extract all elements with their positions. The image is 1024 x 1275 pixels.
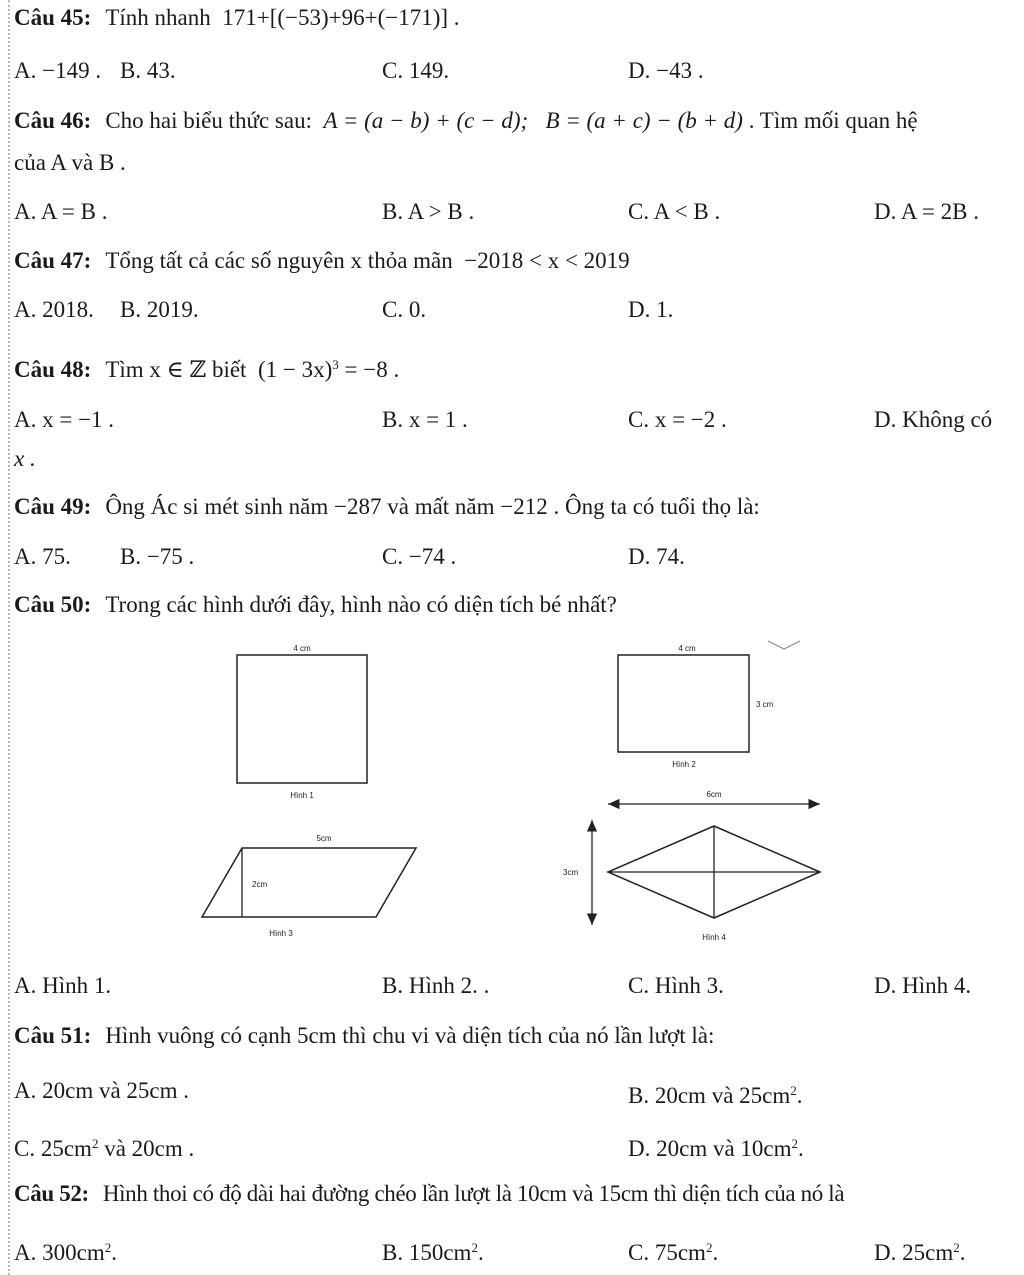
superscript: 2 — [790, 1083, 797, 1098]
option-b-dot: . — [796, 1083, 803, 1108]
option-b-text: B. 20cm và 25cm — [628, 1083, 791, 1108]
option-a: A. −149 . — [14, 58, 102, 83]
superscript: 2 — [471, 1240, 478, 1255]
expression-a: A = (a − b) + (c − d); — [323, 108, 529, 133]
option-c-tail: và 20cm . — [104, 1136, 195, 1161]
question-number: Câu 47: — [14, 248, 92, 273]
question-rhs: = −8 . — [344, 357, 400, 382]
option-c-dot: . — [712, 1240, 719, 1265]
question-number: Câu 45: — [14, 5, 92, 30]
superscript: 2 — [953, 1240, 960, 1255]
option-d-text: D. 25cm — [874, 1240, 954, 1265]
option-c: C. Hình 3. — [628, 973, 724, 998]
figure-4-rhombus — [563, 790, 820, 942]
question-text: Hình thoi có độ dài hai đường chéo lần lượt là 10cm và 15cm thì diện tích của nó là — [102, 1181, 845, 1206]
figure-3-base-label: 5cm — [316, 834, 332, 843]
question-number: Câu 48: — [14, 357, 92, 382]
option-d — [874, 1233, 965, 1268]
question-51 — [14, 1021, 714, 1051]
question-tail: . Tìm mối quan hệ — [748, 108, 918, 133]
question-text: Tìm x ∈ ℤ biết — [105, 357, 247, 382]
figure-1-side-label: 4 cm — [293, 644, 311, 653]
option-b: B. A > B . — [382, 199, 475, 224]
question-text: Hình vuông có cạnh 5cm thì chu vi và diện tích của nó lần lượt là: — [105, 1023, 715, 1048]
question-expression: 171+[(−53)+96+(−171)] . — [222, 5, 460, 30]
option-d: D. 1. — [628, 297, 674, 322]
option-c-text: C. 75cm — [628, 1240, 706, 1265]
figure-4-width-label: 6cm — [706, 790, 722, 799]
option-b: B. 2019. — [120, 297, 199, 322]
figure-1-square — [237, 644, 367, 800]
option-d: D. A = 2B . — [874, 199, 979, 224]
option-d-dot: . — [798, 1136, 804, 1161]
option-a: A. Hình 1. — [14, 973, 112, 998]
option-d: D. Không có — [874, 407, 993, 432]
question-text: Ông Ác si mét sinh năm −287 và mất năm −212 . Ông ta có tuổi thọ là: — [105, 494, 760, 519]
option-c: C. x = −2 . — [628, 407, 727, 432]
figure-4-height-label: 3cm — [563, 868, 579, 877]
figure-2-width-label: 4 cm — [678, 644, 696, 653]
figure-2-caption: Hình 2 — [672, 760, 696, 769]
question-expression: −2018 < x < 2019 — [464, 248, 630, 273]
option-b-dot: . — [477, 1240, 484, 1265]
option-c: C. A < B . — [628, 199, 721, 224]
question-46-line2: của A và B . — [14, 150, 126, 175]
figure-2-rectangle — [618, 641, 800, 769]
option-b: B. −75 . — [120, 544, 195, 569]
chevron-down-icon — [768, 641, 800, 649]
option-c-text: C. 25cm — [14, 1136, 92, 1161]
question-number: Câu 52: — [14, 1181, 89, 1206]
option-a: A. 2018. — [14, 297, 94, 322]
option-d-continuation: x . — [14, 446, 36, 471]
expression-b: B = (a + c) − (b + d) — [545, 108, 743, 133]
option-d: D. Hình 4. — [874, 973, 972, 998]
option-d: D. 74. — [628, 544, 685, 569]
question-expression: (1 − 3x) — [257, 357, 333, 382]
option-b: B. x = 1 . — [382, 407, 468, 432]
superscript: 2 — [91, 1136, 99, 1151]
figure-3-caption: Hình 3 — [269, 929, 293, 938]
question-text: Tính nhanh — [105, 5, 211, 30]
option-d: D. −43 . — [628, 58, 704, 83]
question-number: Câu 49: — [14, 494, 92, 519]
option-c — [14, 1129, 194, 1164]
question-52 — [14, 1179, 844, 1209]
option-c: C. −74 . — [382, 544, 457, 569]
option-a: A. x = −1 . — [14, 407, 115, 432]
option-b: B. 43. — [120, 58, 176, 83]
question-text: Trong các hình dưới đây, hình nào có diện tích bé nhất? — [105, 592, 617, 617]
option-a-text: A. 300cm — [14, 1240, 105, 1265]
option-b: B. Hình 2. . — [382, 973, 490, 998]
option-d-text: D. 20cm và 10cm — [628, 1136, 792, 1161]
option-b — [628, 1076, 803, 1111]
option-a: A. A = B . — [14, 199, 108, 224]
question-number: Câu 50: — [14, 592, 92, 617]
question-number: Câu 51: — [14, 1023, 92, 1048]
exponent: 3 — [332, 357, 339, 372]
figure-1-caption: Hình 1 — [290, 791, 314, 800]
question-number: Câu 46: — [14, 108, 92, 133]
superscript: 2 — [104, 1240, 112, 1255]
option-b — [382, 1233, 484, 1268]
option-c: C. 149. — [382, 58, 450, 83]
option-a-dot: . — [111, 1240, 117, 1265]
option-c: C. 0. — [382, 297, 427, 322]
option-a: A. 20cm và 25cm . — [14, 1078, 190, 1103]
option-d-dot: . — [959, 1240, 966, 1265]
figure-4-caption: Hình 4 — [702, 933, 726, 942]
option-a — [14, 1233, 117, 1268]
superscript: 2 — [791, 1136, 799, 1151]
question-text: Tổng tất cả các số nguyên x thỏa mãn — [105, 248, 453, 273]
figure-3-height-label: 2cm — [252, 880, 268, 889]
option-b-text: B. 150cm — [382, 1240, 472, 1265]
figure-2-height-label: 3 cm — [756, 700, 774, 709]
figure-3-parallelogram — [202, 834, 416, 938]
superscript: 2 — [705, 1240, 713, 1255]
question-text: Cho hai biểu thức sau: — [105, 108, 312, 133]
option-c — [628, 1233, 718, 1268]
option-d — [628, 1129, 804, 1164]
option-a: A. 75. — [14, 544, 71, 569]
